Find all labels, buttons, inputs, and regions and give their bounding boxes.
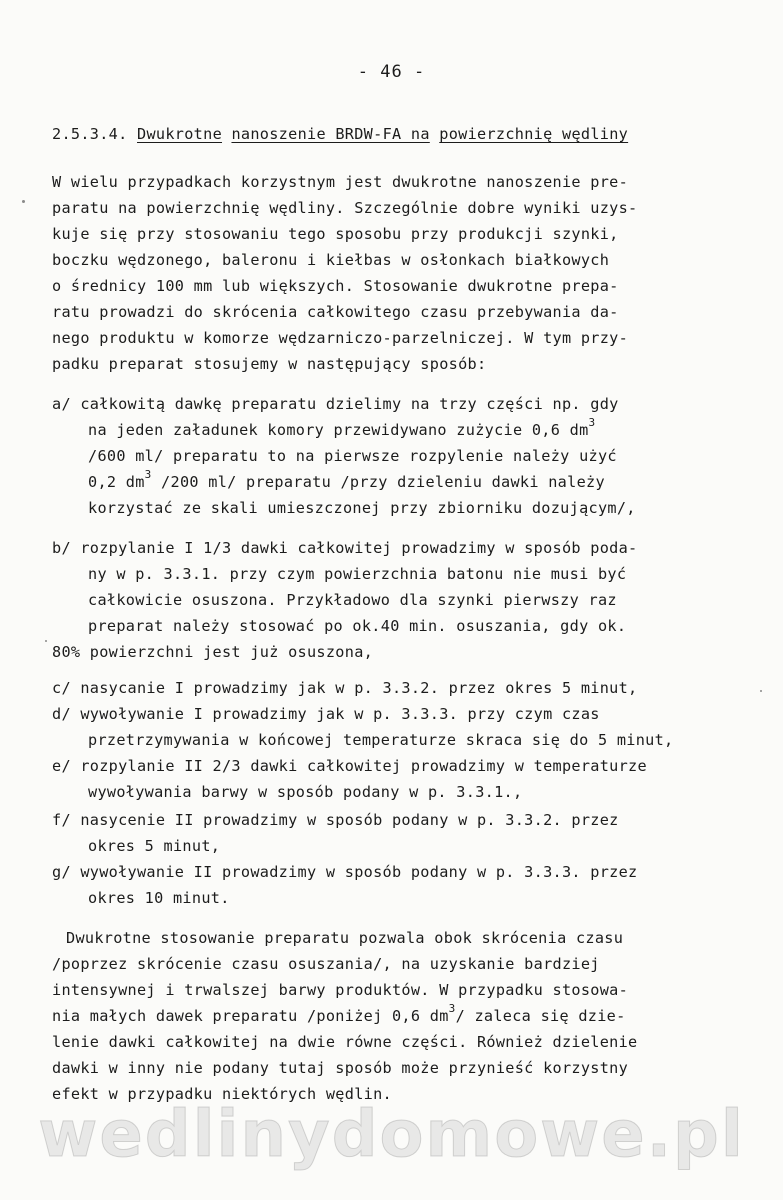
text-line: /poprzez skrócenie czasu osuszania/, na uzyskanie bardziej <box>52 955 600 973</box>
list-item-c: c/ nasycanie I prowadzimy jak w p. 3.3.2. przez okres 5 minut, <box>52 679 638 697</box>
text-line: kuje się przy stosowaniu tego sposobu przy produkcji szynki, <box>52 225 619 243</box>
text-fragment: 0,2 dm <box>88 473 145 491</box>
text-line: paratu na powierzchnię wędliny. Szczególnie dobre wyniki uzys- <box>52 199 638 217</box>
section-number: 2.5.3.4. <box>52 125 128 143</box>
list-item-b: b/ rozpylanie I 1/3 dawki całkowitej prowadzimy w sposób poda- <box>52 539 638 557</box>
scan-speck <box>45 640 47 642</box>
list-item-b-line: preparat należy stosować po ok.40 min. osuszania, gdy ok. <box>88 617 627 635</box>
text-fragment: / zaleca się dzie- <box>455 1007 626 1025</box>
text-line: padku preparat stosujemy w następujący sposób: <box>52 355 487 373</box>
list-item-a-line: /600 ml/ preparatu to na pierwsze rozpylenie należy użyć <box>88 447 617 465</box>
list-item-d-line: przetrzymywania w końcowej temperaturze skraca się do 5 minut, <box>88 731 674 749</box>
list-item-g-line: okres 10 minut. <box>88 889 230 907</box>
list-item-f: f/ nasycenie II prowadzimy w sposób podany w p. 3.3.2. przez <box>52 811 619 829</box>
text-fragment: na jeden załadunek komory przewidywano zużycie 0,6 dm <box>88 421 589 439</box>
list-item-d: d/ wywoływanie I prowadzimy jak w p. 3.3.3. przy czym czas <box>52 705 600 723</box>
list-item-g: g/ wywoływanie II prowadzimy w sposób podany w p. 3.3.3. przez <box>52 863 638 881</box>
scan-speck <box>760 690 762 692</box>
superscript: 3 <box>144 468 152 481</box>
text-line: efekt w przypadku niektórych wędlin. <box>52 1085 392 1103</box>
section-title <box>52 124 628 144</box>
text-line: ratu prowadzi do skrócenia całkowitego czasu przebywania da- <box>52 303 619 321</box>
list-item-e: e/ rozpylanie II 2/3 dawki całkowitej prowadzimy w temperaturze <box>52 757 647 775</box>
list-item-b-line: całkowicie osuszona. Przykładowo dla szynki pierwszy raz <box>88 591 617 609</box>
list-item-b-line: ny w p. 3.3.1. przy czym powierzchnia batonu nie musi być <box>88 565 627 583</box>
superscript: 3 <box>448 1002 456 1015</box>
text-line: Dwukrotne stosowanie preparatu pozwala obok skrócenia czasu <box>66 929 624 947</box>
text-line: dawki w inny nie podany tutaj sposób może przynieść korzystny <box>52 1059 629 1077</box>
text-line: o średnicy 100 mm lub większych. Stosowanie dwukrotne prepa- <box>52 277 619 295</box>
list-item-a-line <box>88 416 596 442</box>
list-item-a: a/ całkowitą dawkę preparatu dzielimy na trzy części np. gdy <box>52 395 619 413</box>
section-title-part: Dwukrotne <box>137 125 223 143</box>
list-item-b-line: 80% powierzchni jest już osuszona, <box>52 643 374 661</box>
text-line: lenie dawki całkowitej na dwie równe części. Również dzielenie <box>52 1033 638 1051</box>
list-item-e-line: wywoływania barwy w sposób podany w p. 3.3.1., <box>88 783 523 801</box>
watermark: wedlinydomowe.pl <box>38 1098 745 1172</box>
list-item-a-line <box>88 468 605 494</box>
text-fragment: nia małych dawek preparatu /poniżej 0,6 dm <box>52 1007 449 1025</box>
text-line: intensywnej i trwalszej barwy produktów. W przypadku stosowa- <box>52 981 629 999</box>
text-line <box>52 1002 626 1028</box>
list-item-a-line: korzystać ze skali umieszczonej przy zbiorniku dozującym/, <box>88 499 636 517</box>
page-number: - 46 - <box>357 62 426 82</box>
section-title-part: powierzchnię_wędliny <box>439 125 629 143</box>
section-title-part: nanoszenie_BRDW-FA_na <box>231 125 430 143</box>
text-line: W wielu przypadkach korzystnym jest dwukrotne nanoszenie pre- <box>52 173 629 191</box>
superscript: 3 <box>588 416 596 429</box>
list-item-f-line: okres 5 minut, <box>88 837 221 855</box>
text-line: nego produktu w komorze wędzarniczo-parzelniczej. W tym przy- <box>52 329 629 347</box>
text-fragment: /200 ml/ preparatu /przy dzieleniu dawki należy <box>151 473 605 491</box>
text-line: boczku wędzonego, baleronu i kiełbas w osłonkach białkowych <box>52 251 610 269</box>
scan-speck <box>22 200 25 203</box>
